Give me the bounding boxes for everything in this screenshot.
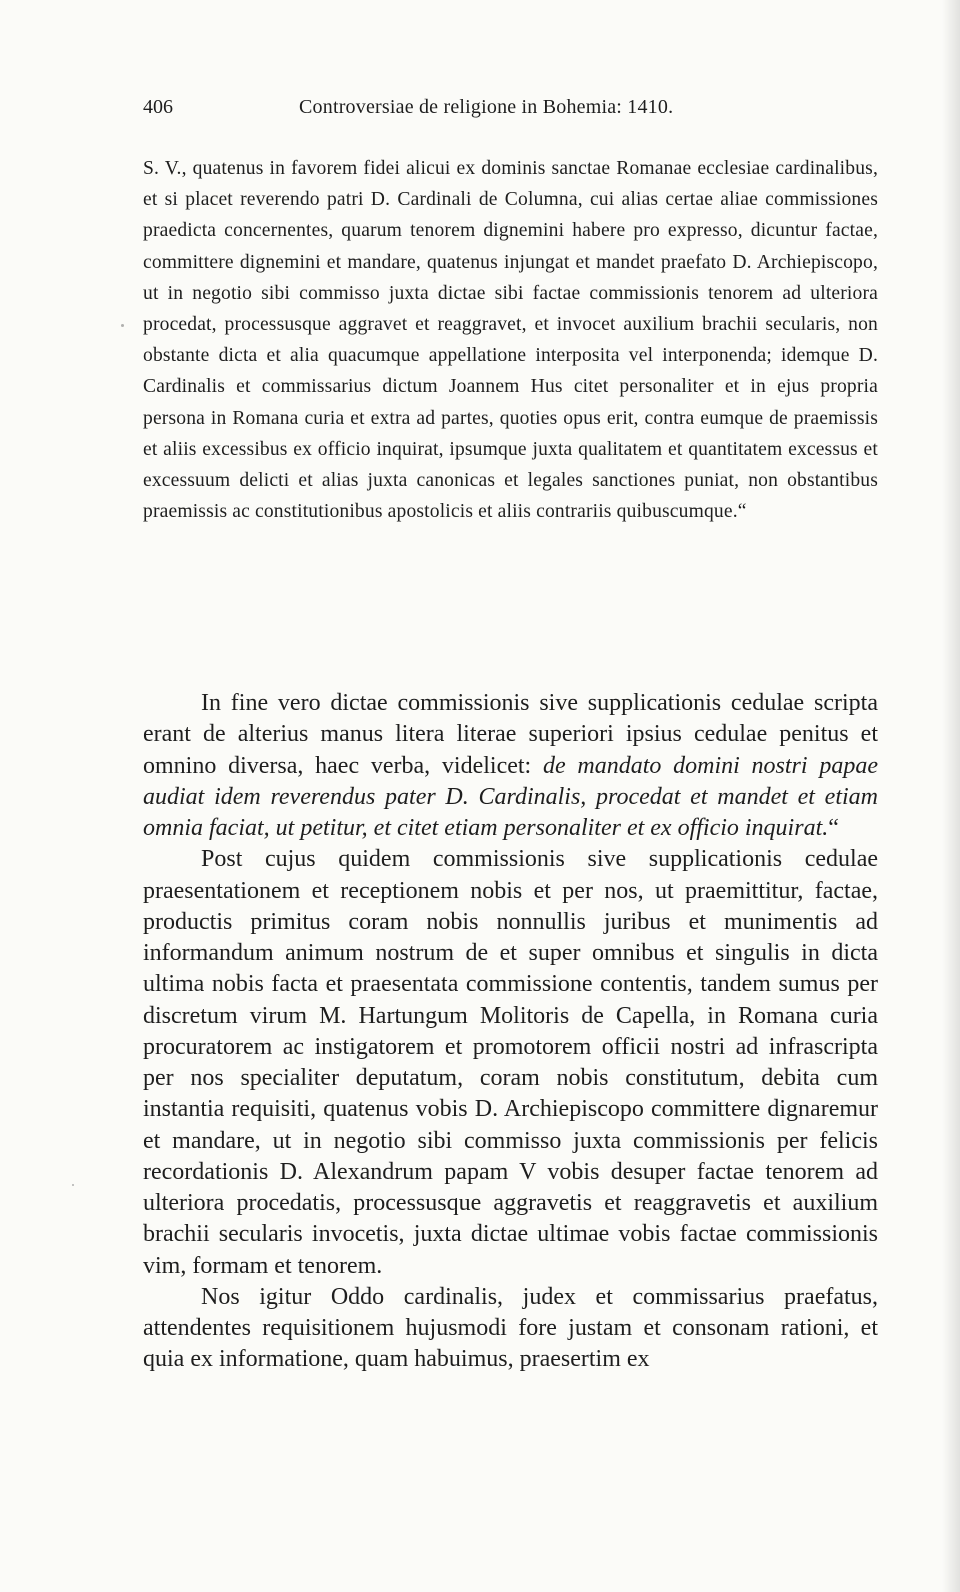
page-number: 406 — [143, 96, 173, 118]
paragraph-commission-italic-text: de mandato domini nostri papae audiat idem reverendus pater D. Cardinalis, procedat et mandet et etiam omnia faciat, ut petitur, et citet etiam personaliter et ex officio inquirat. — [143, 752, 878, 841]
quoted-petition-block — [143, 153, 878, 527]
paragraph-oddo-cardinalis: Nos igitur Oddo cardinalis, judex et commissarius praefatus, attendentes requisitionem hujusmodi fore justam et consonam rationi, et quia ex informatione, quam habuimus, praesertim ex — [143, 1283, 878, 1373]
paragraph-presentation: Post cujus quidem commissionis sive supplicationis cedulae praesentationem et receptionem nobis et per nos, ut praemittitur, factae, productis primitus coram nobis nonnullis juribus et munimentis ad informandum animum nostrum de et super omnibus et singulis in dicta ultima nobis facta et praesentata commissione contentis, tandem sumus per discretum virum M. Hartungum Molitoris de Capella, in Romana curia procuratorem ac instigatorem et promotorem officii nostri ad infrascripta per nos specialiter deputatum, coram nobis constitutum, debita cum instantia requisiti, quatenus vobis D. Archiepiscopo committere dignaremur et mandare, ut in negotio sibi commisso juxta commissionis per felicis recordationis D. Alexandrum papam V vobis desuper factae tenorem ad ulteriora procedatis, processusque aggravetis et reaggravetis et auxilium brachii secularis invocetis, juxta dictae ultimae vobis factae commissionis vim, formam et tenorem. — [143, 846, 878, 1279]
quoted-petition-text: S. V., quatenus in favorem fidei alicui ex dominis sanctae Romanae ecclesiae cardinalibus, et si placet reverendo patri D. Cardinali de Columna, cui alias certae aliae commissiones praedicta concernentes, quarum tenorem dignemini habere pro expresso, dicuntur factae, committere dignemini et mandare, quatenus injungat et mandet praefato D. Archiepiscopo, ut in negotio sibi commisso juxta dictae sibi factae commissionis tenorem ad ulteriora procedat, processusque aggravet et reaggravet, et invocet auxilium brachii secularis, non obstante dicta et alia quacumque appellatione interposita vel interponenda; idemque D. Cardinalis et commissarius dictum Joannem Hus citet personaliter et in ejus propria persona in Romana curia et extra ad partes, quoties opus erit, contra eumque de praemissis et aliis excessibus ex officio inquirat, ipsumque juxta qualitatem et quantitatem excessus et excessuum delicti et alias juxta canonicas et legales sanctiones puniat, non obstantibus praemissis ac constitutionibus apostolicis et aliis contrariis quibuscumque.“ — [143, 158, 878, 523]
page-speck — [121, 324, 124, 327]
page-header — [143, 90, 878, 124]
running-title: Controversiae de religione in Bohemia: 1410. — [299, 96, 674, 118]
main-text-block — [143, 688, 878, 1376]
paragraph-commission-note — [143, 688, 878, 844]
page-edge-shadow — [942, 0, 960, 1592]
paragraph-commission-closing-mark: “ — [828, 815, 839, 841]
paragraph-commission-roman-text: In fine vero dictae commissionis sive supplicationis cedulae scripta erant de alterius manus litera literae superiori ipsius cedulae penitus et omnino diversa, haec verba, videlicet: — [143, 690, 878, 779]
page-speck — [72, 1184, 74, 1186]
